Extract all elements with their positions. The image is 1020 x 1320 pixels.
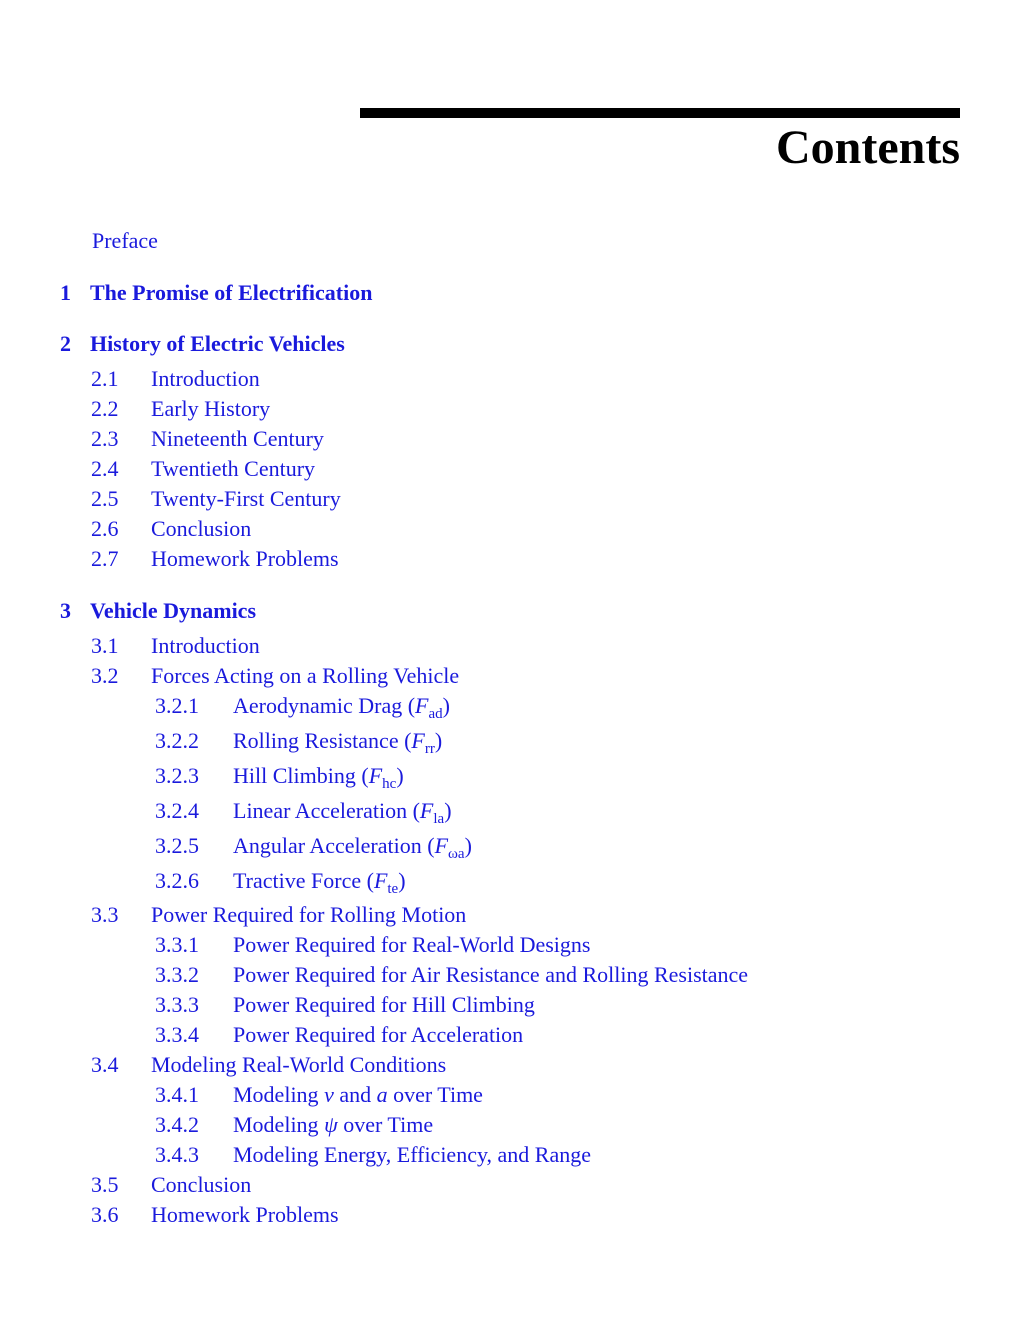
title-text: Hill Climbing (: [233, 763, 369, 788]
title-text: Power Required for Acceleration: [233, 1022, 524, 1047]
title-text: Modeling Real-World Conditions: [151, 1052, 447, 1077]
toc-entry-title: [151, 426, 324, 452]
toc-entry-title: [233, 992, 535, 1018]
toc-entry-number: 3.2: [91, 663, 119, 688]
title-text: Linear Acceleration (: [233, 798, 420, 823]
toc-entry-number: 3.3.4: [155, 1022, 199, 1047]
toc-entry-title: [233, 962, 748, 988]
math-subscript: ωa: [448, 846, 465, 862]
title-text: Homework Problems: [151, 546, 339, 571]
toc-entry-number: 3.5: [91, 1172, 119, 1197]
toc-entry-number: 3.2.1: [155, 693, 199, 718]
title-text: Homework Problems: [151, 1202, 339, 1227]
toc-entry-title: [233, 728, 443, 757]
title-text: Rolling Resistance (: [233, 728, 412, 753]
toc-entry-title: [151, 366, 260, 392]
title-text: Preface: [92, 228, 158, 253]
title-text: Modeling Energy, Efficiency, and Range: [233, 1142, 592, 1167]
title-text: Nineteenth Century: [151, 426, 324, 451]
toc-entry-title: [151, 456, 315, 482]
title-text: Tractive Force (: [233, 868, 374, 893]
toc-entry-title: [233, 932, 590, 958]
math-subscript: te: [387, 881, 399, 897]
toc-entry-number: 3.3.3: [155, 992, 199, 1017]
page-title: Contents: [775, 121, 960, 174]
math-symbol: a: [376, 1082, 388, 1107]
toc-entry-number: 3.2.5: [155, 833, 199, 858]
toc-entry-title: [233, 763, 404, 792]
toc-entry-number: 2: [60, 331, 71, 356]
toc-entry-number: 2.6: [91, 516, 119, 541]
title-text: Modeling: [233, 1112, 325, 1137]
toc-entry-title: [151, 1202, 339, 1228]
toc-entry-title: [151, 1052, 446, 1078]
math-symbol: F: [419, 798, 434, 823]
toc-entry-title: [151, 663, 459, 689]
toc-entry-title: [90, 331, 345, 357]
toc-entry-number: 3.2.2: [155, 728, 199, 753]
title-text: and: [333, 1082, 377, 1107]
toc-entry-title: [90, 280, 372, 306]
title-text: Vehicle Dynamics: [90, 598, 257, 623]
toc-entry-title: [233, 1082, 483, 1108]
title-text: Conclusion: [151, 1172, 252, 1197]
title-text: ): [434, 728, 443, 753]
title-text: Angular Acceleration (: [233, 833, 435, 858]
title-text: Introduction: [151, 366, 260, 391]
toc-entry-number: 2.3: [91, 426, 119, 451]
title-text: ): [398, 868, 406, 893]
math-symbol: F: [415, 693, 429, 718]
toc-entry-title: [151, 902, 466, 928]
title-text: Power Required for Rolling Motion: [151, 902, 467, 927]
toc-entry-number: 2.7: [91, 546, 119, 571]
toc-entry-number: 1: [60, 280, 71, 305]
toc-entry-number: 3.4.2: [155, 1112, 199, 1137]
math-subscript: la: [433, 811, 445, 827]
math-symbol: ψ: [324, 1112, 338, 1137]
title-text: ): [464, 833, 472, 858]
toc-entry-title: [233, 833, 472, 862]
toc-entry-number: 3.3: [91, 902, 119, 927]
title-text: Power Required for Air Resistance and Rolling Resistance: [233, 962, 749, 987]
math-symbol: v: [324, 1082, 334, 1107]
toc-entry-number: 3.4.3: [155, 1142, 199, 1167]
toc-entry-number: 2.5: [91, 486, 119, 511]
title-text: Twenty-First Century: [151, 486, 341, 511]
title-text: Conclusion: [151, 516, 252, 541]
title-text: over Time: [337, 1112, 434, 1137]
title-text: over Time: [387, 1082, 483, 1107]
toc-entry-title: [151, 486, 341, 512]
title-text: Power Required for Real-World Designs: [233, 932, 591, 957]
title-text: The Promise of Electrification: [90, 280, 373, 305]
title-text: Power Required for Hill Climbing: [233, 992, 535, 1017]
toc-entry-number: 3.4.1: [155, 1082, 199, 1107]
toc-entry-number: 3.4: [91, 1052, 119, 1077]
toc-entry-number: 2.2: [91, 396, 119, 421]
title-text: Aerodynamic Drag (: [233, 693, 416, 718]
math-symbol: F: [411, 728, 425, 753]
toc-entry-number: 3.2.6: [155, 868, 199, 893]
title-text: Introduction: [151, 633, 260, 658]
toc-entry-title: [92, 228, 158, 254]
title-text: ): [444, 798, 452, 823]
toc-entry-number: 3.3.1: [155, 932, 199, 957]
math-subscript: ad: [428, 706, 443, 722]
toc-entry-number: 2.4: [91, 456, 119, 481]
title-text: History of Electric Vehicles: [90, 331, 345, 356]
toc-entry-title: [151, 396, 270, 422]
toc-entry-title: [151, 516, 251, 542]
math-symbol: F: [368, 763, 383, 788]
title-text: ): [396, 763, 404, 788]
toc-entry-title: [90, 598, 256, 624]
math-subscript: rr: [424, 741, 435, 757]
math-subscript: hc: [382, 776, 397, 792]
toc-entry-number: 3.3.2: [155, 962, 199, 987]
math-symbol: F: [373, 868, 388, 893]
toc-entry-title: [233, 693, 450, 722]
toc-entry-title: [151, 633, 260, 659]
toc-entry-title: [233, 868, 406, 897]
toc-entry-title: [151, 546, 339, 572]
toc-entry-number: 3: [60, 598, 71, 623]
toc-entry-number: 3.6: [91, 1202, 119, 1227]
toc-entry-title: [151, 1172, 251, 1198]
toc-entry-number: 2.1: [91, 366, 119, 391]
title-text: Modeling: [233, 1082, 325, 1107]
toc-entry-number: 3.1: [91, 633, 119, 658]
toc-entry-title: [233, 1142, 591, 1168]
title-text: ): [442, 693, 450, 718]
toc-entry-title: [233, 1112, 433, 1138]
toc-entry-title: [233, 1022, 523, 1048]
math-symbol: F: [434, 833, 449, 858]
title-text: Forces Acting on a Rolling Vehicle: [151, 663, 460, 688]
toc-entry-number: 3.2.3: [155, 763, 199, 788]
toc-entry-title: [233, 798, 452, 827]
title-text: Early History: [151, 396, 271, 421]
title-text: Twentieth Century: [151, 456, 316, 481]
toc-entry-number: 3.2.4: [155, 798, 199, 823]
